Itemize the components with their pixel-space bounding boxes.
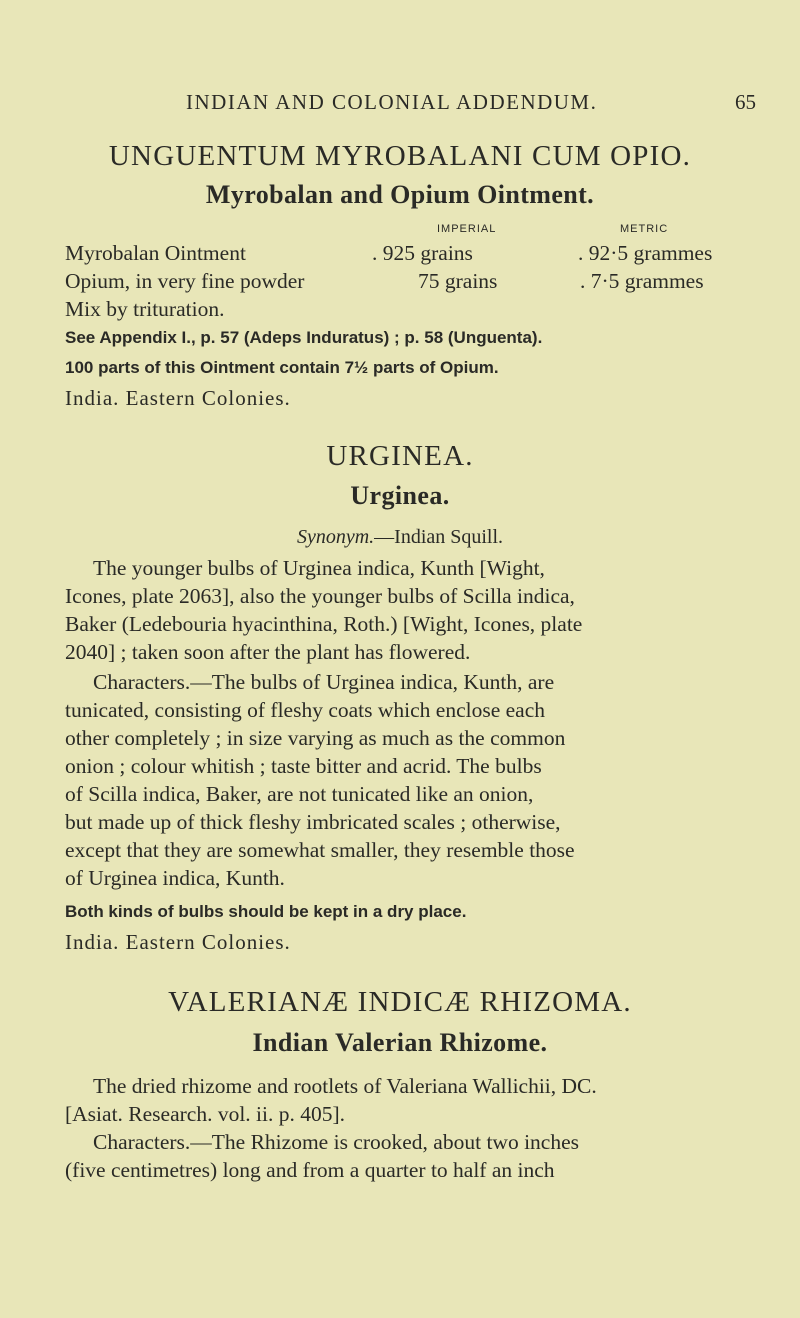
storage-note: Both kinds of bulbs should be kept in a dry place. (65, 902, 467, 921)
text-line: [Asiat. Research. vol. ii. p. 405]. (65, 1102, 346, 1126)
text-line: tunicated, consisting of fleshy coats which enclose each (65, 698, 546, 722)
text-line: The younger bulbs of Urginea indica, Kunth [Wight, (93, 556, 545, 580)
text-line: Icones, plate 2063], also the younger bulbs of Scilla indica, (65, 584, 575, 608)
synonym-value: —Indian Squill. (374, 526, 504, 548)
strength-note: 100 parts of this Ointment contain 7½ parts of Opium. (65, 358, 499, 377)
synonym-label: Synonym. (296, 526, 375, 548)
text-line: Baker (Ledebouria hyacinthina, Roth.) [Wight, Icones, plate (65, 612, 583, 636)
column-header-imperial: IMPERIAL (437, 223, 497, 235)
section-subtitle-valerian: Indian Valerian Rhizome. (252, 1028, 548, 1057)
instruction-text: Mix by trituration. (65, 297, 225, 321)
section-subtitle-myrobalan: Myrobalan and Opium Ointment. (205, 180, 595, 209)
running-head: INDIAN AND COLONIAL ADDENDUM. (186, 90, 598, 114)
ingredient-imperial: . 925 grains (372, 241, 473, 265)
text-line: Characters.—The Rhizome is crooked, about two inches (93, 1130, 579, 1154)
text-line: (five centimetres) long and from a quarter to half an inch (65, 1158, 555, 1182)
ingredient-imperial: 75 grains (418, 269, 498, 293)
section-title-valeriana: VALERIANÆ INDICÆ RHIZOMA. (168, 986, 632, 1018)
page-number: 65 (735, 90, 756, 114)
text-line: Characters.—The bulbs of Urginea indica, Kunth, are (93, 670, 555, 694)
regions-label: India. Eastern Colonies. (65, 386, 291, 410)
section-subtitle-urginea: Urginea. (350, 481, 450, 510)
text-line: 2040] ; taken soon after the plant has flowered. (65, 640, 471, 664)
regions-label: India. Eastern Colonies. (65, 930, 291, 954)
text-line: of Urginea indica, Kunth. (65, 866, 285, 890)
column-header-metric: METRIC (620, 223, 669, 235)
section-title-urginea: URGINEA. (326, 440, 474, 472)
text-line: except that they are somewhat smaller, they resemble those (65, 838, 575, 862)
text-line: The dried rhizome and rootlets of Valeriana Wallichii, DC. (93, 1074, 597, 1098)
text-line: of Scilla indica, Baker, are not tunicated like an onion, (65, 782, 534, 806)
appendix-note: See Appendix I., p. 57 (Adeps Induratus) ; p. 58 (Unguenta). (65, 328, 543, 347)
synonym-line (0, 526, 800, 549)
text-line: onion ; colour whitish ; taste bitter and acrid. The bulbs (65, 754, 542, 778)
text-line: other completely ; in size varying as much as the common (65, 726, 566, 750)
section-title-unguentum: UNGUENTUM MYROBALANI CUM OPIO. (108, 140, 692, 172)
ingredient-name: Myrobalan Ointment (65, 241, 246, 265)
text-line: but made up of thick fleshy imbricated scales ; otherwise, (65, 810, 561, 834)
ingredient-name: Opium, in very fine powder (65, 269, 305, 293)
ingredient-metric: . 7·5 grammes (580, 269, 704, 293)
ingredient-metric: . 92·5 grammes (578, 241, 713, 265)
